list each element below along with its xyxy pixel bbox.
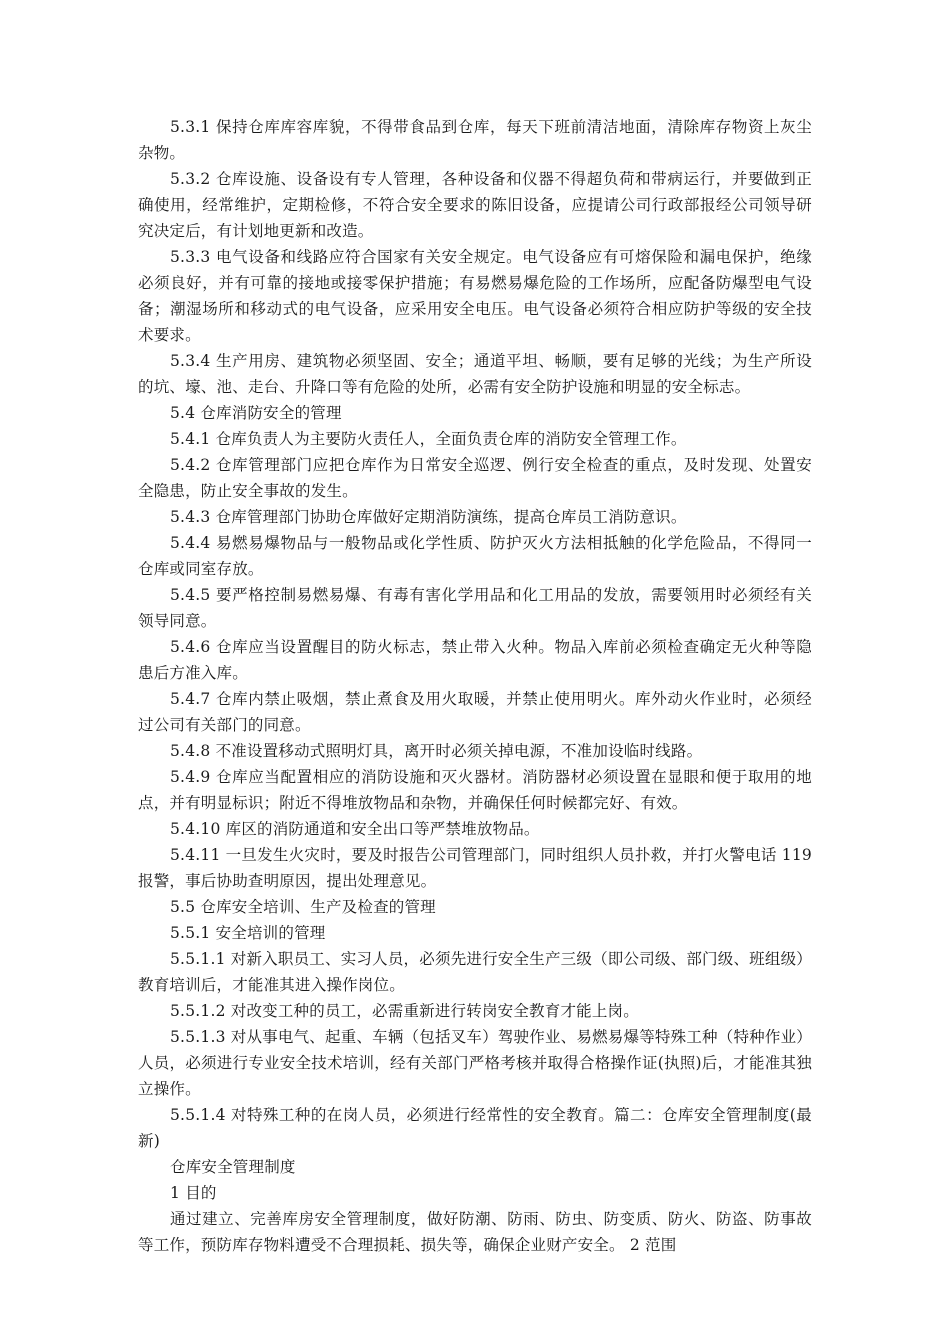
paragraph-5-5-1-1: 5.5.1.1 对新入职员工、实习人员，必须先进行安全生产三级（即公司级、部门级、班组级）教育培训后，才能准其进入操作岗位。 bbox=[138, 950, 812, 994]
paragraph-5-5-1-4: 5.5.1.4 对特殊工种的在岗人员，必须进行经常性的安全教育。篇二：仓库安全管理制度(最新) bbox=[138, 1106, 812, 1150]
paragraph-5-3-4: 5.3.4 生产用房、建筑物必须坚固、安全；通道平坦、畅顺，要有足够的光线；为生产所设的坑、壕、池、走台、升降口等有危险的处所，必需有安全防护设施和明显的安全标志。 bbox=[138, 352, 812, 396]
paragraph-5-5-1-2: 5.5.1.2 对改变工种的员工，必需重新进行转岗安全教育才能上岗。 bbox=[170, 1002, 639, 1020]
paragraph-5-3-3: 5.3.3 电气设备和线路应符合国家有关安全规定。电气设备应有可熔保险和漏电保护，绝缘必须良好，并有可靠的接地或接零保护措施；有易燃易爆危险的工作场所，应配备防爆型电气设备；潮湿场所和移动式的电气设备，应采用安全电压。电气设备必须符合相应防护等级的安全技术要求。 bbox=[138, 248, 812, 344]
section-heading-5-4: 5.4 仓库消防安全的管理 bbox=[170, 404, 342, 422]
paragraph-5-3-1: 5.3.1 保持仓库库容库貌，不得带食品到仓库，每天下班前清洁地面，清除库存物资上灰尘杂物。 bbox=[138, 118, 812, 162]
paragraph-5-4-1: 5.4.1 仓库负责人为主要防火责任人，全面负责仓库的消防安全管理工作。 bbox=[170, 430, 687, 448]
paragraph-5-4-8: 5.4.8 不准设置移动式照明灯具，离开时必须关掉电源，不准加设临时线路。 bbox=[170, 742, 703, 760]
paragraph-5-4-4: 5.4.4 易燃易爆物品与一般物品或化学性质、防护灭火方法相抵触的化学危险品，不得同一仓库或同室存放。 bbox=[138, 534, 812, 578]
paragraph-5-5-1-3: 5.5.1.3 对从事电气、起重、车辆（包括叉车）驾驶作业、易燃易爆等特殊工种（特种作业）人员，必须进行专业安全技术培训，经有关部门严格考核并取得合格操作证(执照)后，才能准其独立操作。 bbox=[138, 1028, 812, 1098]
paragraph-purpose: 通过建立、完善库房安全管理制度，做好防潮、防雨、防虫、防变质、防火、防盗、防事故等工作，预防库存物料遭受不合理损耗、损失等，确保企业财产安全。 2 范围 bbox=[138, 1210, 812, 1254]
section-heading-5-5: 5.5 仓库安全培训、生产及检查的管理 bbox=[170, 898, 436, 916]
paragraph-5-4-7: 5.4.7 仓库内禁止吸烟，禁止煮食及用火取暖，并禁止使用明火。库外动火作业时，必须经过公司有关部门的同意。 bbox=[138, 690, 812, 734]
paragraph-5-4-11: 5.4.11 一旦发生火灾时，要及时报告公司管理部门，同时组织人员扑救，并打火警电话 119 报警，事后协助查明原因，提出处理意见。 bbox=[138, 846, 812, 890]
subsection-heading-5-5-1: 5.5.1 安全培训的管理 bbox=[170, 924, 326, 942]
paragraph-5-4-2: 5.4.2 仓库管理部门应把仓库作为日常安全巡逻、例行安全检查的重点，及时发现、处置安全隐患，防止安全事故的发生。 bbox=[138, 456, 812, 500]
paragraph-5-3-2: 5.3.2 仓库设施、设备设有专人管理，各种设备和仪器不得超负荷和带病运行，并要做到正确使用，经常维护，定期检修，不符合安全要求的陈旧设备，应提请公司行政部报经公司领导研究决定后，有计划地更新和改造。 bbox=[138, 170, 812, 240]
paragraph-5-4-3: 5.4.3 仓库管理部门协助仓库做好定期消防演练，提高仓库员工消防意识。 bbox=[170, 508, 687, 526]
paragraph-5-4-5: 5.4.5 要严格控制易燃易爆、有毒有害化学用品和化工用品的发放，需要领用时必须经有关领导同意。 bbox=[138, 586, 812, 630]
document-title: 仓库安全管理制度 bbox=[170, 1158, 296, 1176]
paragraph-5-4-10: 5.4.10 库区的消防通道和安全出口等严禁堆放物品。 bbox=[170, 820, 540, 838]
paragraph-5-4-9: 5.4.9 仓库应当配置相应的消防设施和灭火器材。消防器材必须设置在显眼和便于取用的地点，并有明显标识；附近不得堆放物品和杂物，并确保任何时候都完好、有效。 bbox=[138, 768, 812, 812]
document-page bbox=[138, 114, 812, 1258]
paragraph-5-4-6: 5.4.6 仓库应当设置醒目的防火标志，禁止带入火种。物品入库前必须检查确定无火种等隐患后方准入库。 bbox=[138, 638, 812, 682]
heading-purpose: 1 目的 bbox=[170, 1184, 217, 1202]
